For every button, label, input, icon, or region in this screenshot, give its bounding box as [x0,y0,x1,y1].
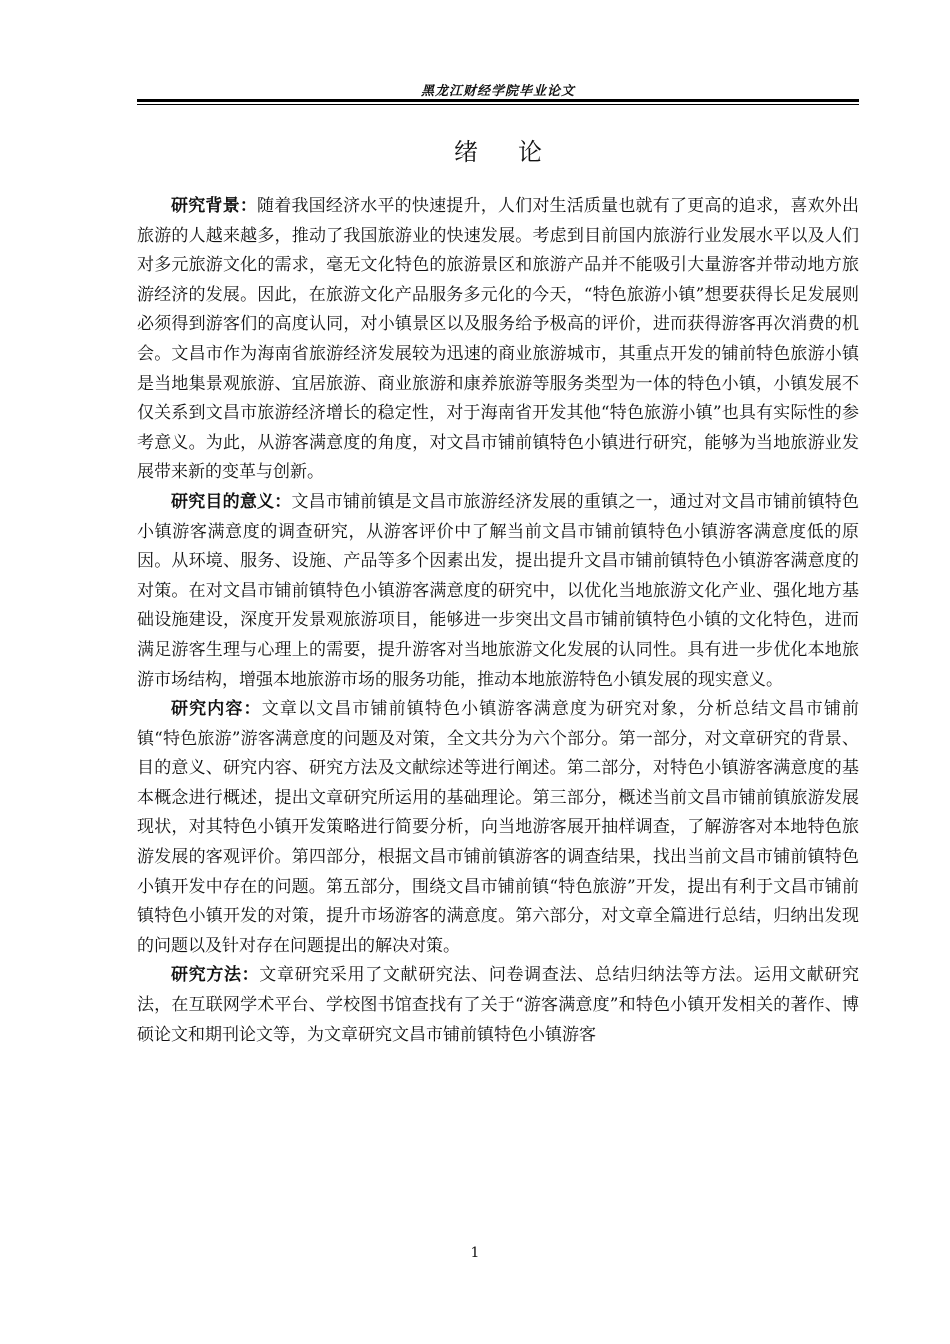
paragraph-research-background [137,192,859,488]
paragraph-text: 文昌市铺前镇是文昌市旅游经济发展的重镇之一，通过对文昌市铺前镇特色小镇游客满意度的调查研究，从游客评价中了解当前文昌市铺前镇特色小镇游客满意度低的原因。从环境、服务、设施、产品等多个因素出发，提出提升文昌市铺前镇特色小镇游客满意度的对策。在对文昌市铺前镇特色小镇游客满意度的研究中，以优化当地旅游文化产业、强化地方基础设施建设，深度开发景观旅游项目，能够进一步突出文昌市铺前镇特色小镇的文化特色，进而满足游客生理与心理上的需要，提升游客对当地旅游文化发展的认同性。具有进一步优化本地旅游市场结构，增强本地旅游市场的服务功能，推动本地旅游特色小镇发展的现实意义。 [137,491,860,690]
paragraph-research-purpose [137,488,859,695]
paragraph-label: 研究目的意义： [171,491,292,512]
chapter-title: 绪论 [454,138,582,166]
header-rule-thin [137,104,859,105]
paragraph-text: 随着我国经济水平的快速提升，人们对生活质量也就有了更高的追求，喜欢外出旅游的人越来越多，推动了我国旅游业的快速发展。考虑到目前国内旅游行业发展水平以及人们对多元旅游文化的需求，毫无文化特色的旅游景区和旅游产品并不能吸引大量游客并带动地方旅游经济的发展。因此，在旅游文化产品服务多元化的今天，“特色旅游小镇”想要获得长足发展则必须得到游客们的高度认同，对小镇景区以及服务给予极高的评价，进而获得游客再次消费的机会。文昌市作为海南省旅游经济发展较为迅速的商业旅游城市，其重点开发的铺前特色旅游小镇是当地集景观旅游、宜居旅游、商业旅游和康养旅游等服务类型为一体的特色小镇，小镇发展不仅关系到文昌市旅游经济增长的稳定性，对于海南省开发其他“特色旅游小镇”也具有实际性的参考意义。为此，从游客满意度的角度，对文昌市铺前镇特色小镇进行研究，能够为当地旅游业发展带来新的变革与创新。 [137,196,860,483]
page-number: 1 [470,1245,480,1261]
body-text [137,192,859,1050]
paragraph-text: 文章研究采用了文献研究法、问卷调查法、总结归纳法等方法。运用文献研究法，在互联网学术平台、学校图书馆查找有了关于“游客满意度”和特色小镇开发相关的著作、博硕论文和期刊论文等，为文章研究文昌市铺前镇特色小镇游客 [137,965,860,1045]
running-header: 黑龙江财经学院毕业论文 [420,84,575,99]
paragraph-research-method [137,961,859,1050]
paragraph-label: 研究方法： [171,965,260,986]
paragraph-research-content [137,695,859,961]
paragraph-label: 研究内容： [171,699,262,720]
paragraph-text: 文章以文昌市铺前镇特色小镇游客满意度为研究对象，分析总结文昌市铺前镇“特色旅游”游客满意度的问题及对策，全文共分为六个部分。第一部分，对文章研究的背景、目的意义、研究内容、研究方法及文献综述等进行阐述。第二部分，对特色小镇游客满意度的基本概念进行概述，提出文章研究所运用的基础理论。第三部分，概述当前文昌市铺前镇旅游发展现状，对其特色小镇开发策略进行简要分析，向当地游客展开抽样调查，了解游客对本地特色旅游发展的客观评价。第四部分，根据文昌市铺前镇游客的调查结果，找出当前文昌市铺前镇特色小镇开发中存在的问题。第五部分，围绕文昌市铺前镇“特色旅游”开发，提出有利于文昌市铺前镇特色小镇开发的对策，提升市场游客的满意度。第六部分，对文章全篇进行总结，归纳出发现的问题以及针对存在问题提出的解决对策。 [137,699,860,956]
paragraph-label: 研究背景： [171,196,258,216]
header-rule-thick [137,99,859,102]
